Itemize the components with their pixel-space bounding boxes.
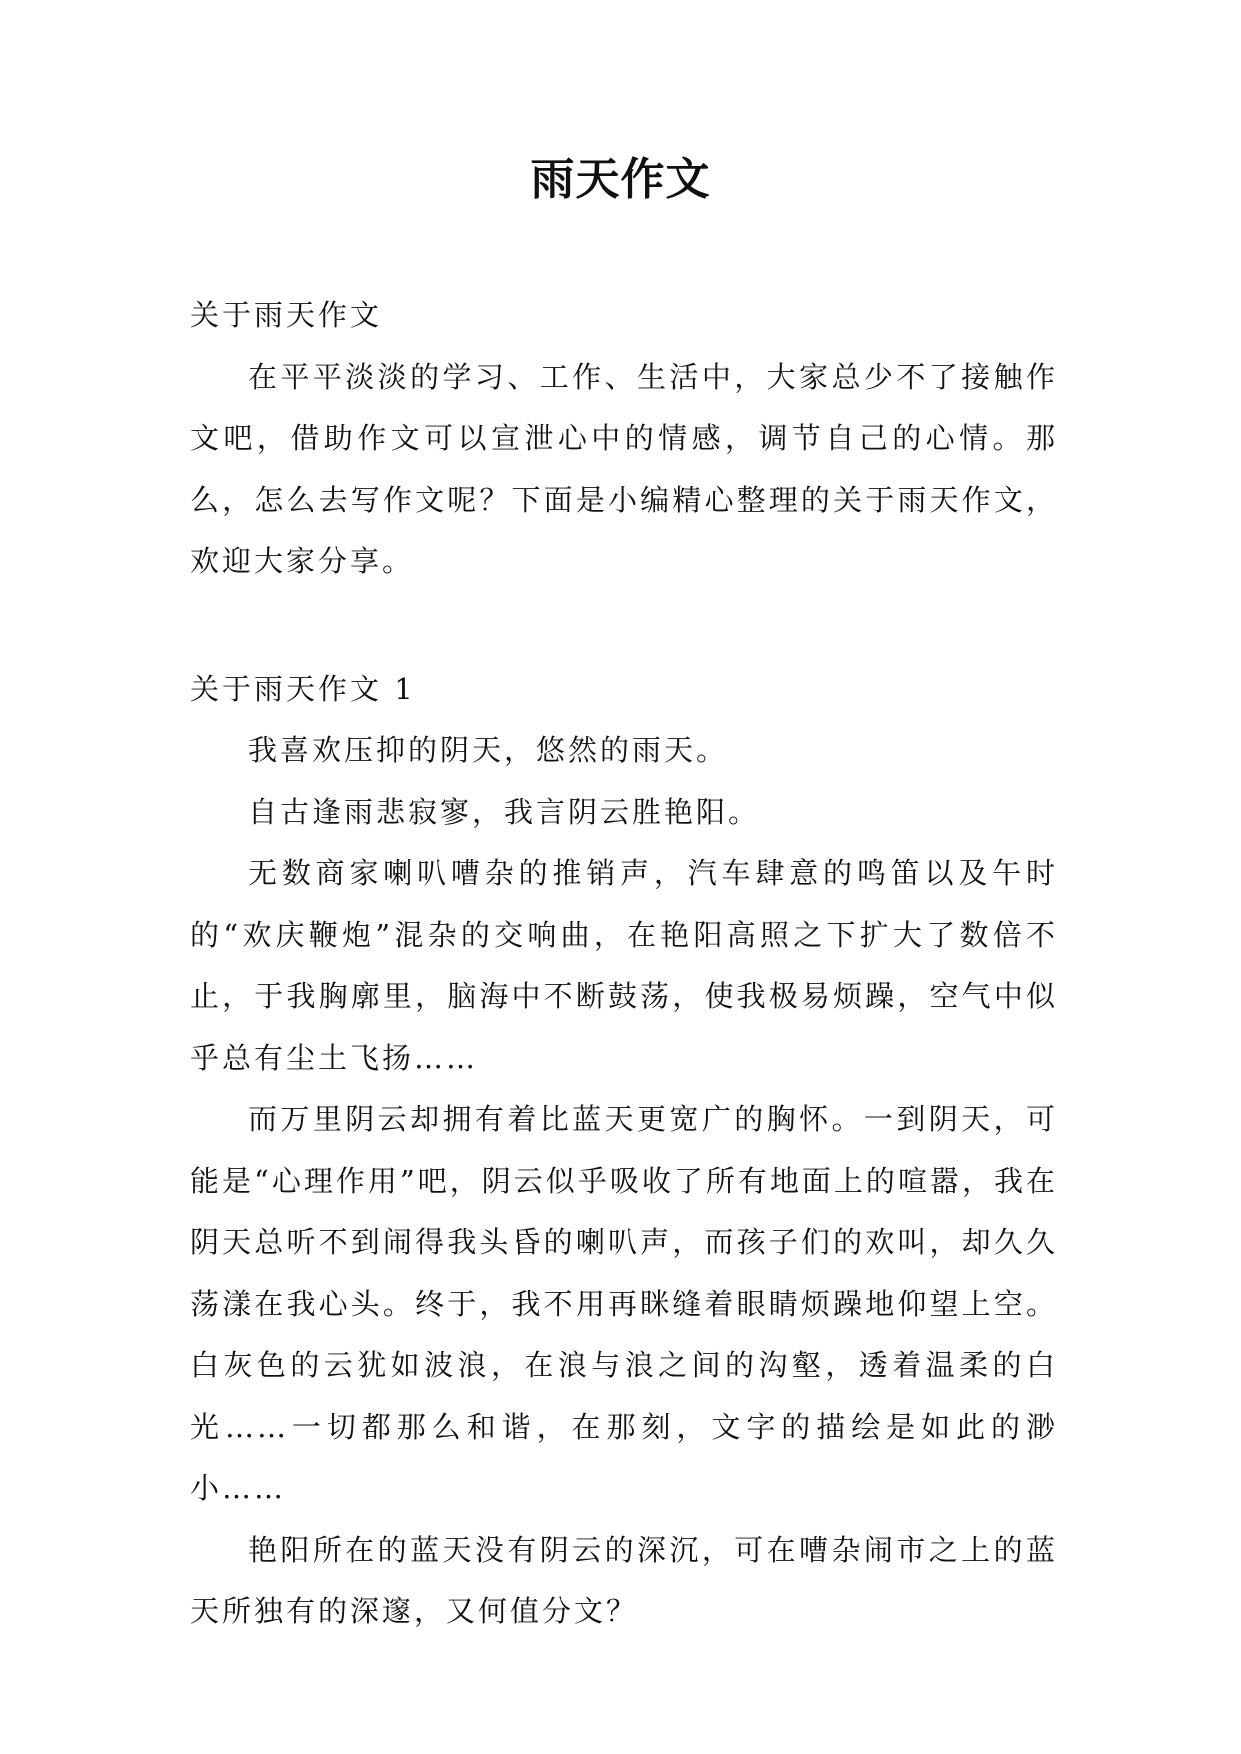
section-heading: 关于雨天作文 1 bbox=[190, 671, 416, 706]
intro-heading: 关于雨天作文 bbox=[190, 298, 383, 332]
section-paragraph: 艳阳所在的蓝天没有阴云的深沉，可在嘈杂闹市之上的蓝天所独有的深邃，又何值分文？ bbox=[190, 1532, 1058, 1628]
section-paragraph: 而万里阴云却拥有着比蓝天更宽广的胸怀。一到阴天，可能是“心理作用”吧，阴云似乎吸收了所有地面上的喧嚣，我在阴天总听不到闹得我头昏的喇叭声，而孩子们的欢叫，却久久荡漾在我心头。终于，我不用再眯缝着眼睛烦躁地仰望上空。白灰色的云犹如波浪，在浪与浪之间的沟壑，透着温柔的白光……一切都那么和谐，在那刻，文字的描绘是如此的渺小…… bbox=[190, 1102, 1058, 1505]
section-paragraph: 自古逢雨悲寂寥，我言阴云胜艳阳。 bbox=[248, 794, 761, 829]
document-body bbox=[190, 285, 1058, 1643]
intro-paragraph: 在平平淡淡的学习、工作、生活中，大家总少不了接触作文吧，借助作文可以宣泄心中的情感，调节自己的心情。那么，怎么去写作文呢？下面是小编精心整理的关于雨天作文，欢迎大家分享。 bbox=[190, 359, 1058, 578]
section-paragraph: 我喜欢压抑的阴天，悠然的雨天。 bbox=[248, 733, 729, 767]
document-title: 雨天作文 bbox=[530, 154, 711, 205]
section-spacer bbox=[190, 593, 1058, 659]
section-paragraph: 无数商家喇叭嘈杂的推销声，汽车肆意的鸣笛以及午时的“欢庆鞭炮”混杂的交响曲，在艳阳高照之下扩大了数倍不止，于我胸廓里，脑海中不断鼓荡，使我极易烦躁，空气中似乎总有尘土飞扬…… bbox=[190, 856, 1058, 1075]
